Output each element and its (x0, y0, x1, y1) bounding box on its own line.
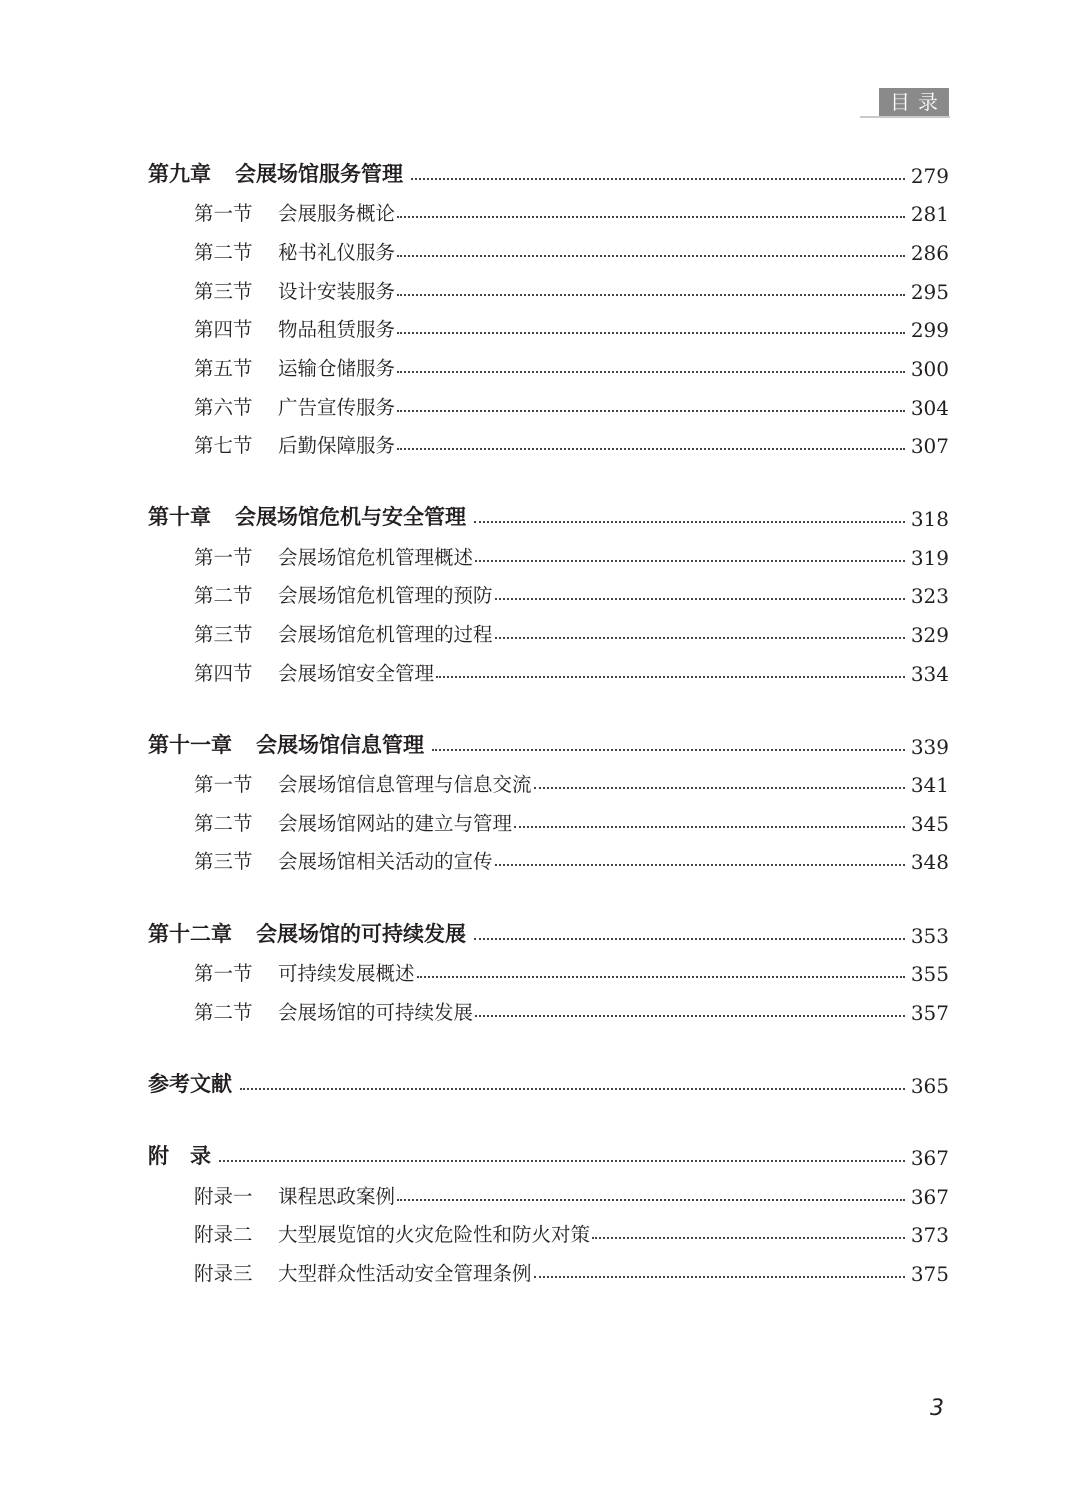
toc-section-row[interactable] (148, 532, 949, 570)
section-label: 附录三 (194, 1262, 253, 1285)
section-page-number: 300 (910, 357, 949, 381)
chapter-title: 会展场馆的可持续发展 (256, 922, 466, 946)
toc-section-row[interactable] (148, 266, 949, 304)
section-label: 第二节 (194, 584, 253, 607)
toc-section-row[interactable] (148, 648, 949, 686)
section-page-number: 304 (910, 396, 949, 420)
section-label: 第七节 (194, 434, 253, 457)
section-title: 可持续发展概述 (278, 962, 415, 985)
toc-section-row[interactable] (148, 1248, 949, 1286)
chapter-label: 参考文献 (148, 1072, 232, 1096)
section-label: 附录二 (194, 1223, 253, 1246)
toc-section-row[interactable] (148, 759, 949, 797)
dot-leader (219, 1159, 905, 1162)
section-page-number: 348 (910, 850, 949, 874)
toc-section-row[interactable] (148, 188, 949, 226)
chapter-page-number: 365 (910, 1074, 949, 1098)
section-title: 会展场馆安全管理 (278, 662, 435, 685)
chapter-label: 第十一章 (148, 733, 232, 757)
toc-section-row[interactable] (148, 987, 949, 1025)
dot-leader (397, 447, 905, 450)
section-label: 第一节 (194, 546, 253, 569)
toc-chapter-row[interactable] (148, 1132, 949, 1170)
section-label: 第二节 (194, 1001, 253, 1024)
toc-chapter-row[interactable] (148, 910, 949, 948)
chapter-page-number: 318 (910, 507, 949, 531)
section-page-number: 299 (910, 318, 949, 342)
dot-leader (411, 177, 905, 180)
section-title: 会展场馆信息管理与信息交流 (278, 773, 532, 796)
section-label: 第三节 (194, 850, 253, 873)
dot-leader (432, 748, 905, 751)
toc-section-row[interactable] (148, 570, 949, 608)
chapter-label: 第十章 (148, 505, 211, 529)
dot-leader (240, 1087, 905, 1090)
section-label: 第四节 (194, 318, 253, 341)
section-page-number: 373 (910, 1223, 949, 1247)
section-label: 第五节 (194, 357, 253, 380)
toc-section-row[interactable] (148, 1209, 949, 1247)
section-label: 附录一 (194, 1185, 253, 1208)
toc-section-row[interactable] (148, 343, 949, 381)
dot-leader (397, 215, 905, 218)
section-page-number: 345 (910, 812, 949, 836)
section-page-number: 357 (910, 1001, 949, 1025)
section-title: 大型展览馆的火灾危险性和防火对策 (278, 1223, 591, 1246)
section-page-number: 295 (910, 280, 949, 304)
toc-section-row[interactable] (148, 836, 949, 874)
dot-leader (474, 520, 905, 523)
section-title: 大型群众性活动安全管理条例 (278, 1262, 532, 1285)
toc-chapter-row[interactable] (148, 493, 949, 531)
section-label: 第一节 (194, 773, 253, 796)
chapter-page-number: 279 (910, 164, 949, 188)
toc-section-row[interactable] (148, 227, 949, 265)
dot-leader (397, 331, 905, 334)
toc-chapter-row[interactable] (148, 1060, 949, 1098)
dot-leader (397, 293, 905, 296)
section-title: 会展场馆危机管理的过程 (278, 623, 493, 646)
section-label: 第三节 (194, 623, 253, 646)
section-label: 第三节 (194, 280, 253, 303)
section-title: 运输仓储服务 (278, 357, 396, 380)
toc-section-row[interactable] (148, 798, 949, 836)
section-page-number: 367 (910, 1185, 949, 1209)
toc-section-row[interactable] (148, 948, 949, 986)
dot-leader (495, 636, 905, 639)
section-title: 会展场馆相关活动的宣传 (278, 850, 493, 873)
section-title: 秘书礼仪服务 (278, 241, 396, 264)
chapter-title: 会展场馆危机与安全管理 (235, 505, 466, 529)
toc-chapter-row[interactable] (148, 150, 949, 188)
section-label: 第二节 (194, 241, 253, 264)
section-title: 会展场馆的可持续发展 (278, 1001, 474, 1024)
dot-leader (514, 825, 905, 828)
section-title: 广告宣传服务 (278, 396, 396, 419)
section-label: 第六节 (194, 396, 253, 419)
section-page-number: 341 (910, 773, 949, 797)
chapter-page-number: 367 (910, 1146, 949, 1170)
chapter-page-number: 353 (910, 924, 949, 948)
section-label: 第一节 (194, 202, 253, 225)
chapter-title: 会展场馆服务管理 (235, 162, 403, 186)
section-title: 物品租赁服务 (278, 318, 396, 341)
section-label: 第一节 (194, 962, 253, 985)
page-number: 3 (930, 1396, 944, 1421)
chapter-page-number: 339 (910, 735, 949, 759)
toc-section-row[interactable] (148, 609, 949, 647)
section-label: 第四节 (194, 662, 253, 685)
dot-leader (534, 1275, 905, 1278)
dot-leader (475, 559, 905, 562)
section-page-number: 323 (910, 584, 949, 608)
section-title: 会展场馆危机管理的预防 (278, 584, 493, 607)
chapter-title: 会展场馆信息管理 (256, 733, 424, 757)
dot-leader (495, 597, 905, 600)
section-title: 会展场馆危机管理概述 (278, 546, 474, 569)
section-title: 后勤保障服务 (278, 434, 396, 457)
section-page-number: 375 (910, 1262, 949, 1286)
section-page-number: 307 (910, 434, 949, 458)
chapter-label: 附 录 (148, 1144, 211, 1168)
section-page-number: 355 (910, 962, 949, 986)
dot-leader (436, 675, 905, 678)
section-title: 会展服务概论 (278, 202, 396, 225)
section-page-number: 281 (910, 202, 949, 226)
section-title: 课程思政案例 (278, 1185, 396, 1208)
section-title: 会展场馆网站的建立与管理 (278, 812, 513, 835)
toc-chapter-row[interactable] (148, 721, 949, 759)
toc-section-row[interactable] (148, 420, 949, 458)
dot-leader (475, 1014, 905, 1017)
section-title: 设计安装服务 (278, 280, 396, 303)
toc-section-row[interactable] (148, 304, 949, 342)
toc-header-tab: 目录 (879, 88, 949, 117)
section-page-number: 319 (910, 546, 949, 570)
dot-leader (474, 937, 905, 940)
section-page-number: 286 (910, 241, 949, 265)
dot-leader (397, 254, 905, 257)
header-rule (860, 116, 950, 118)
chapter-label: 第十二章 (148, 922, 232, 946)
section-page-number: 334 (910, 662, 949, 686)
chapter-label: 第九章 (148, 162, 211, 186)
dot-leader (495, 863, 905, 866)
toc-section-row[interactable] (148, 1171, 949, 1209)
dot-leader (592, 1236, 905, 1239)
dot-leader (397, 409, 905, 412)
dot-leader (417, 975, 905, 978)
dot-leader (397, 1198, 905, 1201)
dot-leader (397, 370, 905, 373)
section-label: 第二节 (194, 812, 253, 835)
dot-leader (534, 786, 905, 789)
toc-section-row[interactable] (148, 382, 949, 420)
section-page-number: 329 (910, 623, 949, 647)
